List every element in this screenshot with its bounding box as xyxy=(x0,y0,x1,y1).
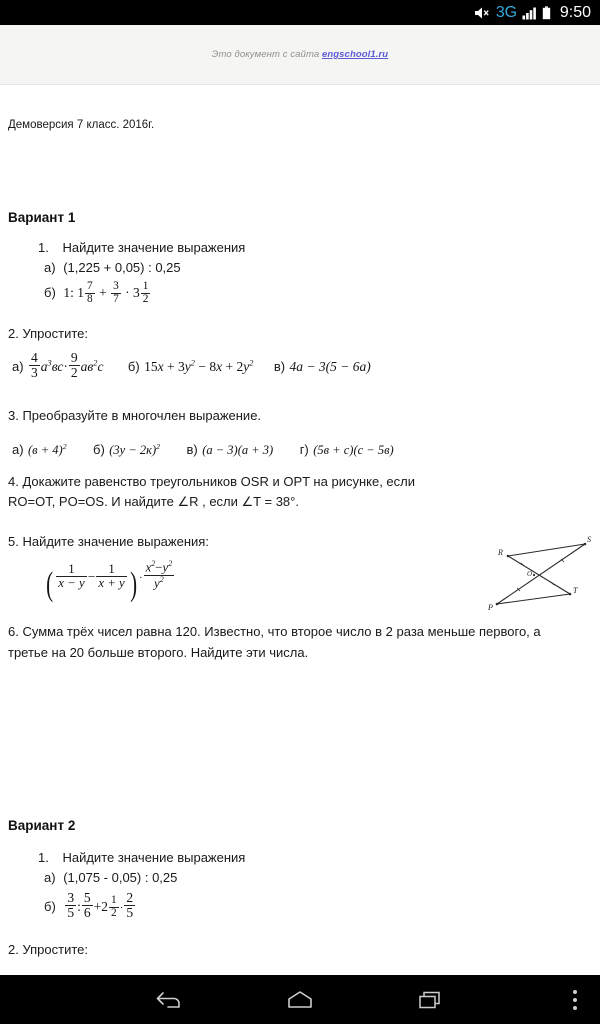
v2q1b-f3-den: 5 xyxy=(126,905,134,921)
v2-q1-prompt-row xyxy=(38,850,245,865)
v1-q3-c-expression: (а − 3)(а + 3) xyxy=(202,443,274,457)
status-bar-icons xyxy=(474,5,591,21)
v1q2b-t3: − 8 xyxy=(198,358,217,374)
v1q1b-m2-int: 3 xyxy=(133,285,140,301)
v1q3a-text: (в + 4) xyxy=(28,443,63,457)
v1-q3-d-label: г) xyxy=(299,442,309,457)
v1q3a-exp: 2 xyxy=(62,441,67,451)
v1-q6-line2: третье на 20 больше второго. Найдите эти числа. xyxy=(8,644,309,660)
v1q5-frac-1 xyxy=(56,563,86,591)
v1-q1-a-text: (1,225 + 0,05) : 0,25 xyxy=(63,260,181,275)
v2q1b-dot: · xyxy=(119,901,124,914)
v1-q3-a-label: а) xyxy=(12,442,24,457)
v1q5-f3-op: − xyxy=(155,560,163,575)
v2-q1-a-label: а) xyxy=(44,870,56,885)
network-type-label: 3G xyxy=(495,3,517,21)
v2q1b-colon: : xyxy=(77,898,81,914)
v1q2a-dot: · xyxy=(63,358,68,374)
v1q5-f3-x-exp: 2 xyxy=(151,559,156,568)
v1q2a-frac-1 xyxy=(29,351,40,380)
v1q2b-t4: + 2 xyxy=(225,358,244,374)
v1q2b-t2: + 3 xyxy=(167,358,185,374)
v1-q5-prompt: 5. Найдите значение выражения: xyxy=(8,534,209,549)
v2-q1-b-expression xyxy=(64,890,136,921)
v1-q2-c-label: в) xyxy=(273,358,286,374)
v1q5-frac-2 xyxy=(96,563,126,591)
document-header: Демоверсия 7 класс. 2016г. xyxy=(8,119,155,131)
v2q1b-f2-num: 5 xyxy=(83,890,91,905)
v1-q3-b-expression xyxy=(109,443,160,457)
v1q1b-mixed-1 xyxy=(77,281,95,306)
v1q5-f3-x: x xyxy=(145,560,152,575)
v1-q6-line1: 6. Сумма трёх чисел равна 120. Известно, что второе число в 2 раза меньше первого, а xyxy=(8,624,541,639)
v2-q1 xyxy=(8,850,245,920)
menu-dot-1 xyxy=(573,990,577,994)
v1q5-f2-num: 1 xyxy=(108,561,115,576)
signal-bars-icon xyxy=(522,6,537,20)
figure-label-t: T xyxy=(573,586,578,595)
v1-q3-prompt: 3. Преобразуйте в многочлен выражение. xyxy=(8,408,262,423)
v2-q1-number: 1. xyxy=(38,850,49,865)
v1q1b-mixed-2 xyxy=(133,281,151,306)
v1-q2-b-expression xyxy=(144,359,253,374)
back-arrow-icon xyxy=(155,989,185,1011)
v1q5-f3-y: y xyxy=(162,560,169,575)
v1-q3-answers xyxy=(12,441,394,459)
v1q2b-y2: y xyxy=(243,358,250,374)
v1q5-dot: · xyxy=(139,572,143,585)
v2q1b-m-den: 2 xyxy=(111,906,117,919)
v1-q4-line1: 4. Докажите равенство треугольников OSR и OPT на рисунке, если xyxy=(8,474,415,489)
recent-apps-button[interactable] xyxy=(395,975,465,1024)
v1q5-f1-num: 1 xyxy=(68,561,75,576)
battery-icon xyxy=(542,6,551,20)
banner-prefix: Это документ с сайта xyxy=(211,49,322,60)
figure-label-r: R xyxy=(498,548,503,557)
v1-q3-a-expression xyxy=(28,443,67,457)
v1q5-f3-num xyxy=(144,560,175,575)
v1q2a-f2-den: 2 xyxy=(70,365,78,381)
menu-dot-3 xyxy=(573,1006,577,1010)
v1-q1-a-label: а) xyxy=(44,260,56,275)
v1q5-minus: − xyxy=(87,569,96,585)
overflow-menu-icon xyxy=(573,988,577,1012)
v1q5-f3-y-exp: 2 xyxy=(168,559,173,568)
v1-q4-line2 xyxy=(8,492,478,512)
v1q1b-m2-num: 1 xyxy=(142,280,149,292)
v1-q3-c-label: в) xyxy=(186,442,198,457)
v1q2b-e4: 2 xyxy=(249,358,254,368)
speaker-muted-icon xyxy=(474,6,491,20)
v1q2a-term2-rest: с xyxy=(97,358,104,374)
v2q1b-m-int: 2 xyxy=(101,898,109,914)
v1q2a-term1-rest: вс xyxy=(51,358,64,374)
v1-q2-answers xyxy=(12,351,371,380)
v2-q1-a xyxy=(44,870,245,885)
v2q1b-m-frac xyxy=(109,895,119,920)
v1q2a-term2-exp: 2 xyxy=(93,358,98,368)
v2q1b-f1-num: 3 xyxy=(67,890,75,905)
v1-q1-a xyxy=(44,260,245,275)
v1-q3-d-expression: (5в + с)(с − 5в) xyxy=(313,443,394,457)
document-viewport[interactable] xyxy=(0,86,600,975)
v1q2b-t1: 15 xyxy=(144,358,158,374)
v1q1b-m2-den: 2 xyxy=(142,292,149,305)
v1q4-l2b: , если xyxy=(198,494,242,510)
v1q5-f3-den-exp: 2 xyxy=(159,574,164,584)
v1-q2-prompt: 2. Упростите: xyxy=(8,326,88,341)
v2-q1-a-text: (1,075 - 0,05) : 0,25 xyxy=(63,870,178,885)
v1q1b-m1-int: 1 xyxy=(77,285,85,301)
v2-q1-b xyxy=(44,891,245,920)
triangles-osr-opt-diagram xyxy=(487,532,595,614)
back-button[interactable] xyxy=(135,975,205,1024)
v1q2b-y1: y xyxy=(184,358,191,374)
android-status-bar xyxy=(0,0,600,25)
v1-q1-b xyxy=(44,281,245,306)
v1q1b-m1-den: 8 xyxy=(87,292,93,305)
v2q1b-frac-2 xyxy=(82,891,93,920)
v1-q2-b-label: б) xyxy=(127,358,140,374)
v1q1b-m1-num: 7 xyxy=(87,280,93,292)
android-navigation-bar xyxy=(0,975,600,1024)
v1q1b-frac-2 xyxy=(111,281,121,306)
v1q2a-term2: ав xyxy=(80,358,94,374)
v1-q2-a-expression xyxy=(28,350,104,381)
v1-q1-prompt-row xyxy=(38,240,245,255)
v2q1b-f2-den: 6 xyxy=(83,905,91,921)
v1-q1-b-label: б) xyxy=(44,285,56,301)
figure-label-p: P xyxy=(488,603,493,612)
v1-q2-c-expression: 4a − 3(5 − 6a) xyxy=(289,358,371,374)
v1q4-angle-t: ∠T xyxy=(241,494,261,510)
v2q1b-frac-1 xyxy=(65,891,76,920)
v1q4-angle-r: ∠R xyxy=(177,494,199,510)
status-bar-clock: 9:50 xyxy=(559,3,591,21)
v1q1b-op1: + xyxy=(99,285,107,301)
v1q2a-f1-den: 3 xyxy=(31,365,38,381)
v1q5-f2-den: x + y xyxy=(98,575,125,590)
v1-q5-expression xyxy=(44,560,175,604)
v1q2a-f2-num: 9 xyxy=(70,350,78,365)
site-attribution-banner xyxy=(0,25,600,85)
v2q1b-mixed xyxy=(101,895,119,920)
v2q1b-m-num: 1 xyxy=(111,893,117,906)
v1q5-open-paren: ( xyxy=(46,566,54,604)
v1q5-f3-den-y: y xyxy=(154,575,160,590)
v1q2a-frac-2 xyxy=(69,351,80,380)
v2q1b-plus: + xyxy=(93,898,102,914)
v1q1b-f2-den: 7 xyxy=(113,292,119,305)
figure-label-o: O xyxy=(527,570,533,578)
v1q1b-prefix: 1: xyxy=(63,285,74,301)
v1q2b-e2: 2 xyxy=(190,358,195,368)
home-icon xyxy=(286,989,314,1011)
v2-q1-prompt: Найдите значение выражения xyxy=(62,850,246,865)
v2-q1-b-label: б) xyxy=(44,898,56,914)
v2q1b-f1-den: 5 xyxy=(67,905,75,921)
v1-q3-b-label: б) xyxy=(93,442,105,457)
v1q2b-x1: x xyxy=(157,358,164,374)
v1q5-frac-3 xyxy=(144,560,175,590)
v1-q1-prompt: Найдите значение выражения xyxy=(62,240,246,255)
v1q4-l2c: = 38°. xyxy=(260,494,299,510)
overflow-menu-button[interactable] xyxy=(555,975,595,1024)
v1-q1 xyxy=(8,240,245,306)
v2q1b-frac-3 xyxy=(124,891,135,920)
v1q2a-term1: a xyxy=(40,358,48,374)
v1-q2-a-label: а) xyxy=(12,358,24,374)
v1q1b-f2-num: 3 xyxy=(113,280,119,292)
variant-2-title: Вариант 2 xyxy=(8,818,76,833)
site-link[interactable]: engschool1.ru xyxy=(321,49,389,60)
v2q1b-f3-num: 2 xyxy=(126,890,134,905)
v1q5-f3-den xyxy=(144,575,175,591)
menu-dot-2 xyxy=(573,998,577,1002)
recent-apps-icon xyxy=(416,989,444,1011)
v1q1b-m1-frac xyxy=(85,281,95,306)
v1q3b-exp: 2 xyxy=(156,441,161,451)
v1q3b-text: (3у − 2к) xyxy=(109,443,157,457)
variant-1-title: Вариант 1 xyxy=(8,210,76,225)
v1-q1-b-expression xyxy=(63,280,151,305)
v1q2a-f1-num: 4 xyxy=(31,350,38,365)
v2-q2-prompt: 2. Упростите: xyxy=(8,942,88,957)
v1q1b-m2-frac xyxy=(141,281,151,306)
v1q2b-x2: x xyxy=(216,358,223,374)
v1-q6 xyxy=(8,622,596,664)
v1-q4 xyxy=(8,472,478,512)
v1q2a-term1-exp: 3 xyxy=(47,358,52,368)
v1-q1-number: 1. xyxy=(38,240,49,255)
banner-text xyxy=(212,49,388,60)
v1q5-close-paren: ) xyxy=(129,566,137,604)
v1q4-l2a: RO=OT, PO=OS. И найдите xyxy=(8,494,178,510)
figure-label-s: S xyxy=(587,535,591,544)
v1q5-f1-den: x − y xyxy=(58,575,85,590)
v1q1b-op2: · xyxy=(125,285,130,301)
home-button[interactable] xyxy=(265,975,335,1024)
